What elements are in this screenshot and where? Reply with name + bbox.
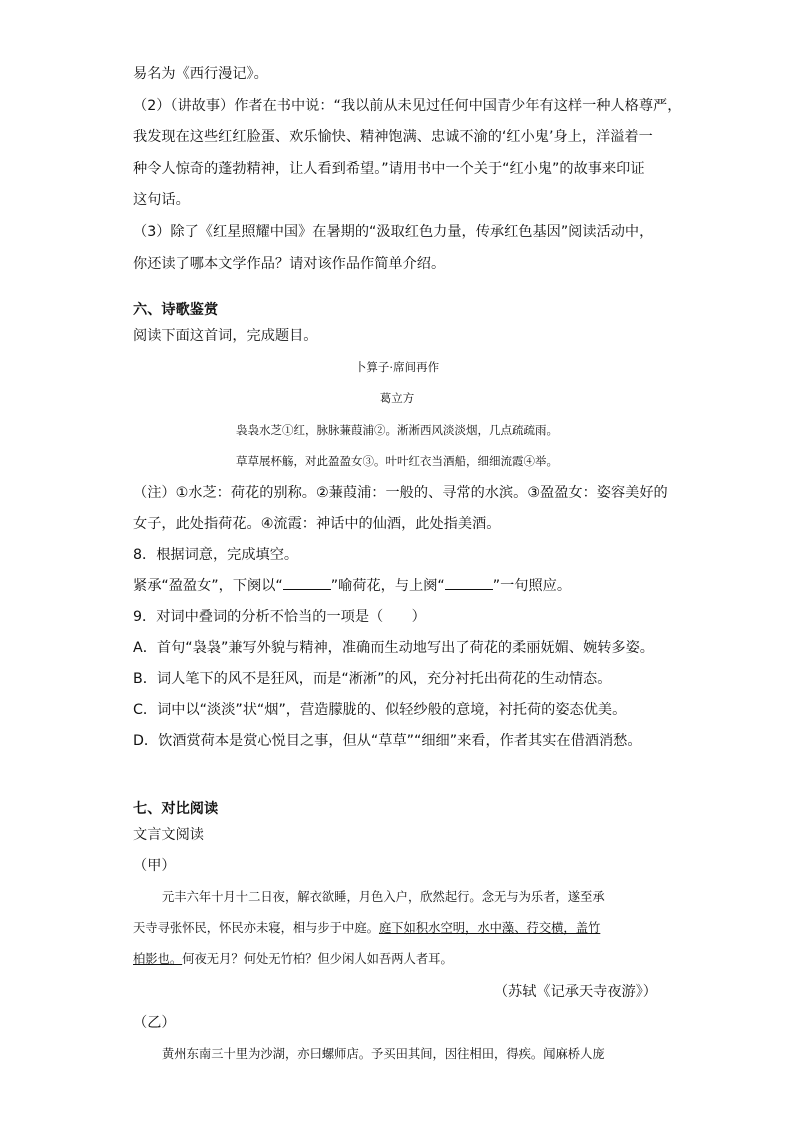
answer-blank[interactable] (445, 576, 493, 590)
passage-line (133, 918, 663, 938)
passage-label: （甲） (133, 858, 176, 874)
text-line: （2）（讲故事）作者在书中说：“我以前从未见过任何中国青少年有这样一种人格尊严， (133, 98, 682, 114)
poem-line: 袅袅水芝①红，脉脉蒹葭浦②。淅淅西风淡淡烟，几点疏疏雨。 (236, 423, 558, 437)
passage-text: 何夜无月？何处无竹柏？但少闲人如吾两人者耳。 (182, 952, 453, 966)
option-c: C．词中以“淡淡”状“烟”，营造朦胧的、似轻纱般的意境，衬托荷的姿态优美。 (133, 702, 627, 718)
option-a: A．首句“袅袅”兼写外貌与精神，准确而生动地写出了荷花的柔丽妩媚、婉转多姿。 (133, 640, 654, 656)
poem-title: 卜算子·席间再作 (354, 360, 440, 374)
option-b: B．词人笔下的风不是狂风，而是“淅淅”的风，充分衬托出荷花的生动情态。 (133, 671, 612, 687)
fill-text: ”喻荷花，与上阕“ (330, 578, 445, 594)
annotation-line: （注）①水芝：荷花的别称。②蒹葭浦：一般的、寻常的水滨。③盈盈女：姿容美好的 (133, 485, 668, 501)
section-heading: 七、对比阅读 (133, 801, 219, 817)
poem-line: 草草展杯觞，对此盈盈女③。叶叶红衣当酒船，细细流霞④举。 (236, 454, 558, 468)
fill-text: 紧承“盈盈女”，下阕以“ (133, 578, 283, 594)
option-d: D．饮酒赏荷本是赏心悦目之事，但从“草草”“细细”来看，作者其实在借酒消愁。 (133, 733, 642, 749)
question-8: 8．根据词意，完成填空。 (133, 547, 299, 563)
question-9: 9．对词中叠词的分析不恰当的一项是（ ） (133, 609, 426, 625)
fill-text: ”一句照应。 (492, 578, 572, 594)
text-line: （3）除了《红星照耀中国》在暑期的“汲取红色力量，传承红色基因”阅读活动中， (133, 224, 654, 240)
passage-line: 黄州东南三十里为沙湖，亦曰螺师店。予买田其间，因往相田，得疾。闻麻桥人庞 (162, 1047, 605, 1061)
text-line: 易名为《西行漫记》。 (133, 66, 268, 82)
section-heading: 六、诗歌鉴赏 (133, 302, 219, 318)
section-subheading: 文言文阅读 (133, 827, 204, 843)
passage-text: 天寺寻张怀民，怀民亦未寝，相与步于中庭。 (133, 921, 379, 935)
answer-blank[interactable] (283, 576, 331, 590)
poem-author: 葛立方 (379, 391, 415, 405)
text-line: 你还读了哪本文学作品？请对该作品作简单介绍。 (133, 256, 446, 272)
annotation-line: 女子，此处指荷花。④流霞：神话中的仙酒，此处指美酒。 (133, 516, 501, 532)
passage-line (133, 949, 663, 969)
underlined-text: 庭下如积水空明，水中藻、荇交横，盖竹 (378, 921, 601, 935)
text-line: 这句话。 (133, 192, 190, 208)
question-8-fill (133, 576, 663, 596)
text-line: 我发现在这些红红脸蛋、欢乐愉快、精神饱满、忠诚不渝的‘红小鬼’身上，洋溢着一 (133, 129, 653, 145)
passage-source: （苏轼《记承天寺夜游》） (493, 984, 657, 1000)
passage-line: 元丰六年十月十二日夜，解衣欲睡，月色入户，欣然起行。念无与为乐者，遂至承 (162, 890, 605, 904)
passage-label: （乙） (133, 1015, 176, 1031)
underlined-text: 柏影也。 (133, 952, 183, 966)
text-line: 种令人惊奇的蓬勃精神，让人看到希望。”请用书中一个关于“红小鬼”的故事来印证 (133, 161, 645, 177)
section-intro: 阅读下面这首词，完成题目。 (133, 328, 318, 344)
